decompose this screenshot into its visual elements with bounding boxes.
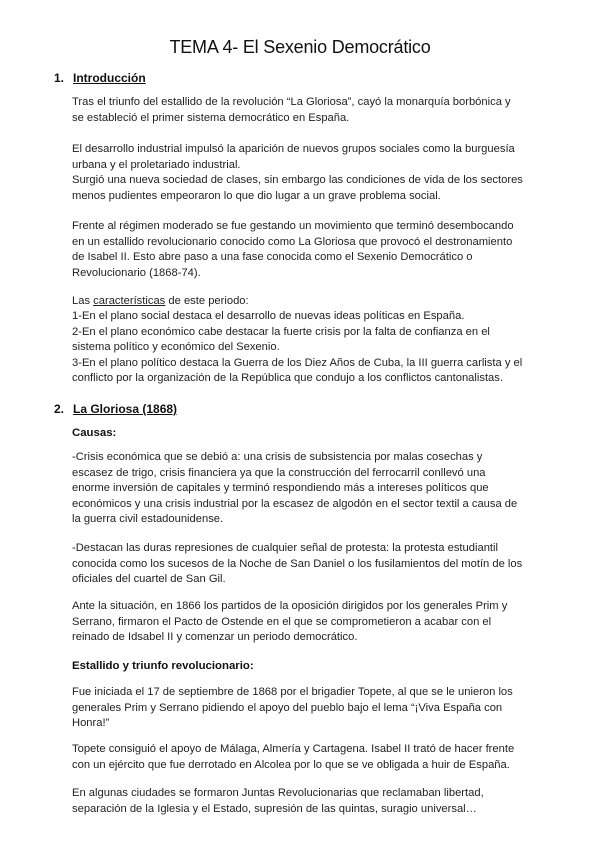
causes-paragraph-3 bbox=[72, 599, 562, 646]
intro-paragraph-2-text: El desarrollo industrial impulsó la aparición de nuevos grupos sociales como la burguesía urbana y el proletariado industrial. Surgió una nueva sociedad de clases, sin embargo las condiciones de vida de los sectores menos pudientes empeoraron lo que dio lugar a un grave problema social. bbox=[72, 143, 523, 202]
characteristics-lead-text bbox=[72, 294, 562, 310]
causes-subheading bbox=[72, 427, 562, 439]
uprising-paragraph-1 bbox=[72, 685, 562, 732]
section-2-number: 2. bbox=[54, 402, 65, 416]
intro-characteristics-lead bbox=[72, 294, 562, 310]
section-2-title: La Gloriosa (1868) bbox=[73, 402, 178, 416]
uprising-paragraph-1-text: Fue iniciada el 17 de septiembre de 1868 por el brigadier Topete, al que se le unieron los generales Prim y Serrano pidiendo el apoyo del pueblo bajo el lema “¡Viva España con Honra!” bbox=[72, 686, 513, 730]
intro-paragraph-2 bbox=[72, 142, 562, 204]
intro-paragraph-1 bbox=[72, 95, 562, 126]
causes-subheading-text: Causas: bbox=[72, 427, 117, 439]
intro-paragraph-3-text: Frente al régimen moderado se fue gestando un movimiento que terminó desembocando en un estallido revolucionario conocido como La Gloriosa que provocó el destronamiento de Isabel II. Esto abre paso a una fase conocida como el Sexenio Democrático o Revolucionario (1868-74). bbox=[72, 220, 514, 279]
characteristics-lead-pre: Las bbox=[72, 295, 94, 307]
intro-paragraph-3 bbox=[72, 219, 562, 281]
causes-paragraph-3-text: Ante la situación, en 1866 los partidos de la oposición dirigidos por los generales Prim y Serrano, firmaron el Pacto de Ostende en el que se comprometieron a acabar con el reinado de Idsabel II y comenzar un periodo democrático. bbox=[72, 600, 508, 644]
causes-paragraph-1 bbox=[72, 450, 562, 528]
characteristics-link: características bbox=[93, 295, 166, 307]
intro-paragraph-1-text: Tras el triunfo del estallido de la revolución “La Gloriosa”, cayó la monarquía borbónica y se estableció el primer sistema democrático en España. bbox=[72, 96, 511, 124]
page-title: TEMA 4- El Sexenio Democrático bbox=[169, 37, 431, 57]
intro-characteristics-list bbox=[72, 309, 562, 387]
uprising-paragraph-3-text: En algunas ciudades se formaron Juntas Revolucionarias que reclamaban libertad, separación de la Iglesia y el Estado, supresión de las quintas, suragio universal… bbox=[72, 787, 484, 815]
uprising-subheading bbox=[72, 660, 562, 672]
causes-paragraph-2 bbox=[72, 541, 562, 588]
uprising-subheading-text: Estallido y triunfo revolucionario: bbox=[72, 660, 254, 672]
characteristics-lead-post: de este periodo: bbox=[165, 295, 249, 307]
uprising-paragraph-2 bbox=[72, 742, 562, 773]
uprising-paragraph-3 bbox=[72, 786, 562, 817]
section-2-heading bbox=[54, 402, 177, 416]
causes-paragraph-1-text: -Crisis económica que se debió a: una crisis de subsistencia por malas cosechas y escasez de trigo, crisis financiera ya que la construcción del ferrocarril conllevó una enorme inversión de capitales y terminó respondiendo más a intereses políticos que económicos y una crisis industrial por la escasez de algodón en el sector textil a causa de la guerra civil estadounidense. bbox=[72, 451, 518, 526]
characteristics-list-text: 1-En el plano social destaca el desarrollo de nuevas ideas políticas en España. 2-En el plano económico cabe destacar la fuerte crisis por la falta de confianza en el sistema político y económico del Sexenio. 3-En el plano político destaca la Guerra de los Diez Años de Cuba, la III guerra carlista y el conflicto por la organización de la República que condujo a los conflictos cantonalistas. bbox=[72, 310, 523, 385]
uprising-paragraph-2-text: Topete consiguió el apoyo de Málaga, Almería y Cartagena. Isabel II trató de hacer frente con un ejército que fue derrotado en Alcolea por lo que se ve obligada a huir de España. bbox=[72, 743, 515, 771]
section-1-heading bbox=[54, 71, 146, 85]
section-1-number: 1. bbox=[54, 71, 65, 85]
section-1-title: Introducción bbox=[73, 71, 146, 85]
causes-paragraph-2-text: -Destacan las duras represiones de cualquier señal de protesta: la protesta estudiantil conocida como los sucesos de la Noche de San Daniel o los fusilamientos del motín de los oficiales del cuartel de San Gil. bbox=[72, 542, 523, 586]
